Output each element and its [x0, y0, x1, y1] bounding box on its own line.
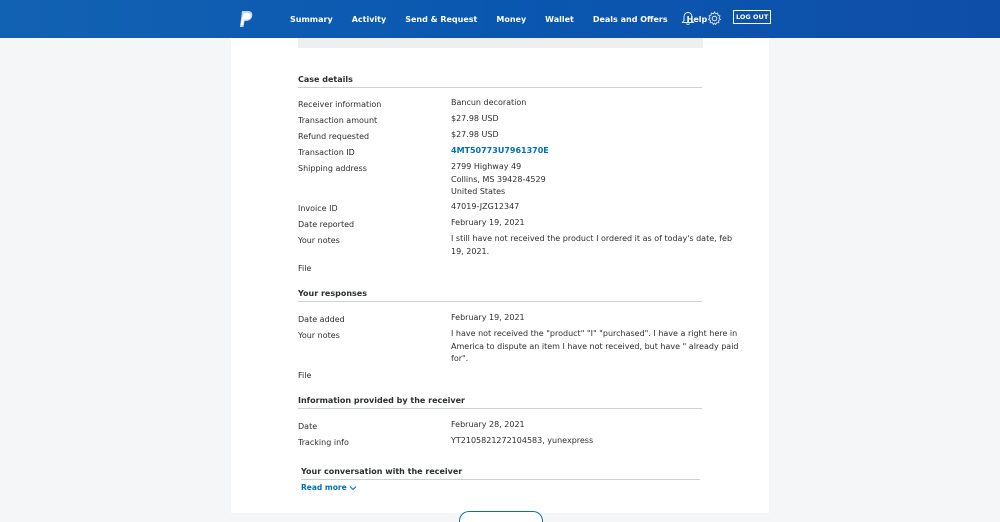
nav-send-request[interactable]: Send & Request: [405, 14, 478, 24]
date-reported-value: February 19, 2021: [451, 218, 525, 227]
response-notes-label: Your notes: [298, 331, 340, 340]
gear-icon[interactable]: [707, 11, 722, 26]
shipping-line: Collins, MS 39428-4529: [451, 174, 546, 184]
invoice-label: Invoice ID: [298, 204, 338, 213]
notes-line: I have not received the "product" "I" "purchased". I have a right here in: [451, 329, 738, 338]
amount-value: $27.98 USD: [451, 114, 499, 123]
tracking-value: YT2105821272104583, yunexpress: [451, 436, 594, 445]
response-file-label: File: [298, 371, 312, 380]
refund-label: Refund requested: [298, 132, 370, 141]
receiver-date-label: Date: [298, 422, 318, 431]
case-details-title: Case details: [298, 75, 353, 84]
chevron-down-icon: [349, 485, 357, 491]
logout-button[interactable]: LOG OUT: [733, 10, 771, 24]
date-added-label: Date added: [298, 315, 345, 324]
invoice-value: 47019-JZG12347: [451, 202, 520, 211]
receiver-label: Receiver information: [298, 100, 382, 109]
receiver-date-value: February 28, 2021: [451, 420, 525, 429]
bell-icon[interactable]: [681, 11, 695, 26]
your-notes-value: [451, 233, 732, 258]
read-more-link[interactable]: [301, 483, 357, 492]
notes-line: America to dispute an item I have not received, but have " already paid: [451, 341, 739, 351]
nav-wallet[interactable]: Wallet: [545, 14, 574, 24]
nav-help[interactable]: Help: [686, 14, 708, 24]
response-notes-value: [451, 328, 739, 366]
tracking-label: Tracking info: [298, 438, 349, 447]
divider: [298, 301, 702, 302]
amount-label: Transaction amount: [298, 116, 378, 125]
shipping-line: United States: [451, 187, 506, 196]
date-added-value: February 19, 2021: [451, 313, 525, 322]
notes-line: I still have not received the product I ordered it as of today's date, feb: [451, 234, 733, 243]
divider: [298, 87, 702, 88]
notes-line: for".: [451, 354, 469, 363]
top-navigation-bar: [0, 0, 1000, 38]
transaction-id-link[interactable]: 4MT50773U7961370E: [451, 146, 549, 155]
nav-activity[interactable]: Activity: [351, 14, 387, 24]
refund-value: $27.98 USD: [451, 130, 499, 139]
divider: [301, 479, 700, 480]
nav-money[interactable]: Money: [496, 14, 527, 24]
nav-summary[interactable]: Summary: [290, 14, 333, 24]
transaction-id-label: Transaction ID: [298, 148, 355, 157]
shipping-line: 2799 Highway 49: [451, 162, 522, 171]
your-notes-label: Your notes: [298, 236, 340, 245]
paypal-logo-icon[interactable]: [238, 10, 254, 28]
main-nav: [290, 0, 726, 38]
previous-section-strip: [298, 38, 703, 48]
divider: [298, 408, 702, 409]
shipping-address: [451, 161, 546, 199]
date-reported-label: Date reported: [298, 220, 355, 229]
receiver-info-title: Information provided by the receiver: [298, 396, 465, 405]
notes-line: 19, 2021.: [451, 246, 490, 256]
read-more-label: Read more: [301, 483, 347, 492]
shipping-label: Shipping address: [298, 164, 367, 173]
receiver-value: Bancun decoration: [451, 98, 527, 107]
conversation-title: Your conversation with the receiver: [301, 467, 463, 476]
file-label: File: [298, 264, 312, 273]
case-panel: [231, 38, 769, 513]
your-responses-title: Your responses: [298, 289, 367, 298]
nav-deals-offers[interactable]: Deals and Offers: [592, 14, 668, 24]
